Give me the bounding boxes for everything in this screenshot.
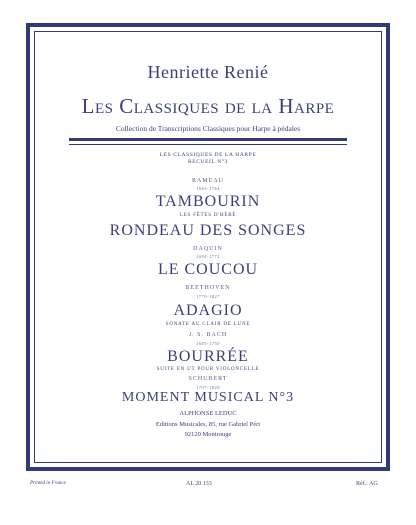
piece-title: TAMBOURIN (155, 193, 261, 210)
composer-name: SCHUBERT (188, 376, 228, 382)
divider-thin (69, 144, 347, 145)
publisher-address: Editions Musicales, 85, rue Gabriel Péri (155, 421, 261, 428)
cover-frame (26, 23, 390, 471)
piece-title: RONDEAU DES SONGES (109, 222, 307, 239)
piece-title: ADAGIO (173, 302, 243, 319)
composer-dates: 1683-1764 (196, 186, 220, 191)
catalog-number: AL 20 133 (186, 481, 212, 487)
composer-dates: 1770-1827 (196, 294, 220, 299)
composer-dates: 1685-1750 (196, 341, 220, 346)
collection-header-line2: RECUEIL N°3 (188, 159, 228, 165)
collection-header-line1: LES CLASSIQUES DE LA HARPE (159, 152, 257, 158)
collection-subtitle: Collection de Transcriptions Classiques pour Harpe à pédales (115, 124, 301, 133)
composer-name: RAMEAU (191, 178, 224, 184)
piece-subtitle: LES FÊTES D'HÉBÉ (179, 213, 237, 218)
piece-title: MOMENT MUSICAL N°3 (121, 390, 295, 405)
piece-subtitle: SUITE EN UT POUR VIOLONCELLE (156, 367, 260, 372)
composer-dates: 1694-1772 (196, 254, 220, 259)
piece-title: BOURRÉE (167, 348, 249, 365)
printed-in-france: Printed in France (30, 481, 66, 486)
divider-thick (69, 138, 347, 141)
composer-name: DAQUIN (193, 246, 223, 252)
reference-code: Réf.: AG (356, 481, 378, 487)
cover-frame-inner (34, 31, 382, 463)
piece-subtitle: SONATE AU CLAIR DE LUNE (165, 322, 251, 327)
composer-dates: 1797-1828 (196, 385, 220, 390)
publisher-name: ALPHONSE LEDUC (179, 410, 237, 417)
publisher-city: 92120 Montrouge (184, 431, 232, 438)
author-name: Henriette Renié (147, 62, 269, 82)
piece-title: LE COUCOU (157, 261, 259, 278)
composer-name: BEETHOVEN (185, 285, 231, 291)
series-title: Les Classiques de la Harpe (81, 94, 335, 118)
composer-name: J. S. BACH (188, 332, 228, 338)
